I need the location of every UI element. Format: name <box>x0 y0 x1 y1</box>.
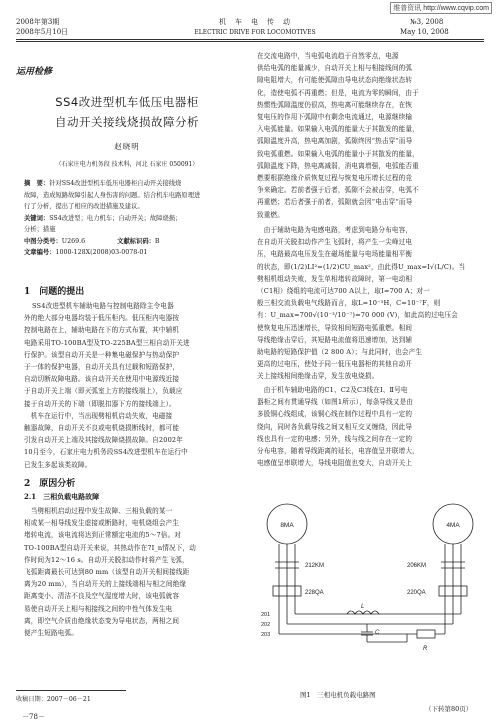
section2-heading: 2 原因分析 <box>24 479 76 489</box>
text-line: 触器故障，自动开关不良或电机烧损断线时，都可能 <box>24 424 180 433</box>
date-left: 2008年5月10日 <box>16 28 69 36</box>
resistor-symbol <box>417 630 435 638</box>
label-212km: 212KM <box>305 563 325 569</box>
section1-body <box>24 300 238 471</box>
section1-heading: 1 问题的提出 <box>24 287 85 297</box>
text-line: 电路采用TO-100BA型及TO-225BA型三相自动开关进 <box>24 338 190 347</box>
text-line: 入电弧能量。如果输入电弧的能量大于其散发的能量， <box>257 125 419 134</box>
text-line: 10月至今，石家庄电力机务段SS4改进型机车在运行中 <box>24 448 188 457</box>
text-line: 易使自动开关上相与相接线之间的中性气体发生电 <box>24 604 173 613</box>
abstract-label: 摘 要： <box>24 180 50 187</box>
label-wire-202: 202 <box>261 622 271 628</box>
text-line: 争来确定。若前者强于后者，弧隙不会被击穿，电弧不 <box>257 186 419 195</box>
text-line: 机车在运行中，当出现劈相机启动失败，电磁接 <box>24 411 173 420</box>
inductor-symbol <box>347 611 379 614</box>
text-line: TO-100BA型自动开关来说，其热动作在7I_n情况下，动 <box>24 543 196 552</box>
text-line: 使恢复电压迅速增长，导致相间短路电弧重燃。相间 <box>257 323 413 332</box>
text-line: 外的绝大部分电器均装于低压柜内。低压柜内电器按 <box>24 314 180 323</box>
text-line: 导线绝缘击穿后，其短路电流值将迅速增加，达到辅 <box>257 335 413 344</box>
label-206km: 206KM <box>407 563 427 569</box>
text-line: 离，即空气介质由绝缘状态变为导电状态，两相之间 <box>24 616 180 625</box>
label-wire-203: 203 <box>261 632 271 638</box>
text-line: 于一体的保护电器，自动开关具有过载和短路保护， <box>24 363 180 372</box>
label-4ma: 4MA <box>446 522 460 529</box>
text-line: 当劈相机启动过程中发生故障、三相负载的某一 <box>24 507 173 515</box>
doc-code-label: 文献标识码： <box>117 237 155 245</box>
label-228qa: 228QA <box>305 590 324 596</box>
text-line: 飞弧距离最长可达到80 mm（该型自动开关相间接线距 <box>24 568 190 577</box>
text-line: （C1相）绕组的电流可达700 A以上，取I=700 A；对一 <box>257 287 430 296</box>
text-line: 劈相机组动失败，发生单相堵转故障时，第一电动相 <box>257 274 413 283</box>
issue-right: №3, 2008 <box>410 18 444 26</box>
text-line: 在交流电路中，当电弧电流趋于自然零点，电源 <box>257 52 399 60</box>
keywords-line: SS4改进型；电力机车；自动开关；故障烧损； <box>49 214 182 222</box>
issue-left: 2008年第3期 <box>16 18 60 26</box>
text-line: 弧隙温度下降，热电离减弱，消电离增强，电弧能否重 <box>257 161 419 170</box>
clc-value: U269.6 <box>61 237 86 245</box>
text-line: 供给电弧的能量减少，自动开关上相与相接线间的弧 <box>257 64 413 73</box>
right-body-part2 <box>257 224 483 383</box>
text-line: SS4改进型机车辅助电路与控制电路除主令电器 <box>32 302 174 310</box>
article-no-value: 1000-128X(2008)03-0078-01 <box>55 249 148 256</box>
text-line: 燃要根据绝缘介质恢复过程与恢复电压增长过程的竞 <box>257 174 413 183</box>
article-title-line1: SS4改进型机车低压电器柜 <box>55 95 199 109</box>
text-line: 便产生短路电弧。 <box>24 629 78 638</box>
text-line: 距离变小、清洁不良及空气湿度增大时，该电弧就容 <box>24 592 180 601</box>
text-line: 压，电路最高电压发生在磁场能量与电场能量相平衡 <box>257 250 413 259</box>
text-line: 多股铜心线组成，该铜心线在制作过程中具有一定的 <box>257 410 413 419</box>
abstract <box>24 178 238 259</box>
right-body-part1 <box>257 50 483 221</box>
page-number: －78－ <box>22 713 45 721</box>
footnote-rule <box>16 690 126 691</box>
text-line: 相或某一相导线发生虚接或断路时，电机烧组会产生 <box>24 519 180 528</box>
date-right: May 10, 2008 <box>400 28 449 36</box>
circuit-diagram <box>257 474 485 674</box>
right-body-part3 <box>257 384 483 469</box>
text-line: 行保护。该型自动开关是一种集电磁保护与热动保护 <box>24 350 180 359</box>
text-line: 器柜之间有贯通导线（如图1所示），每条导线又是由 <box>257 398 414 407</box>
section2-body <box>24 505 238 639</box>
text-line: 隙电阻增大，有可能使弧隙由导电状态向绝缘状态转 <box>257 76 413 85</box>
abstract-line: 故障，造成短路故障引起人身伤害的问题。结合机车电路原理进 <box>24 191 201 199</box>
author: 赵晓明 <box>114 142 140 151</box>
keywords-line: 分析；措施 <box>24 226 56 233</box>
header-rule-thin <box>16 41 484 42</box>
clc-label: 中图分类号： <box>24 237 62 245</box>
text-line: 助电路的短路保护值（2 800 A）；与此同时，也会产生 <box>257 348 423 357</box>
text-line: 离为20 mm），当自动开关的上接线端相与相之间绝缘 <box>24 580 187 589</box>
text-line: 接于自动开关的下端（即脱扣器下方的接线端上）。 <box>24 399 176 408</box>
text-line: 由于机车辅助电路的C1、C2及C3线在Ⅰ、Ⅱ号电 <box>257 386 408 394</box>
received-date: 收稿日期：2007－06－21 <box>16 696 91 703</box>
text-line: 的状态，即(1/2)LI²=(1/2)CU_max²，由此得U_max=I√(L/C)。当 <box>257 262 466 271</box>
label-resistor: R <box>423 646 428 652</box>
article-no-label: 文章编号： <box>24 249 56 256</box>
text-line: 般三相交流负载电气线路而言，取L=10⁻³H，C=10⁻⁷F，则 <box>257 299 441 308</box>
text-line: 致电弧重燃。如果输入电弧的能量小于其散发的能量， <box>257 149 419 158</box>
abstract-line: 行了分析，提出了相应的改进措施及建议。 <box>24 203 144 210</box>
text-line: 于自动开关上端（即灭弧室上方的接线端上），负载应 <box>24 387 183 396</box>
text-line: 在自动开关脱扣动作产生飞弧时，将产生一尖峰过电 <box>257 238 413 247</box>
label-8ma: 8MA <box>280 522 294 529</box>
text-line: 已发生多起该类故障。 <box>24 460 92 469</box>
text-line: 绕向，同时各负载导线之间又相互交叉缠绕，因此导 <box>257 422 413 431</box>
watermark: 维普资讯 http://www.cqvip.com <box>390 2 492 14</box>
text-line: 堵转电流，该电流将达到正常额定电流的5～7倍。对 <box>24 531 182 540</box>
article-title-line2: 自动开关接线烧损故障分析 <box>55 115 199 129</box>
continued-note: （下转第80页） <box>425 705 473 713</box>
text-line: 引发自动开关上端及其接线故障烧损故障。自2002年 <box>24 436 183 445</box>
keywords-label: 关键词： <box>24 214 50 222</box>
figure-caption: 图1 三相电机负载电路图 <box>300 691 376 699</box>
text-line: 分布电容，随着导线距离的延长，电容值呈并联增大， <box>257 447 419 456</box>
abstract-line: 针对SS4改进型机车低压电器柜自动开关接线烧 <box>49 180 182 187</box>
text-line: 弧隙温度升高，热电离加剧，弧隙终因“热击穿”而导 <box>257 137 413 146</box>
text-line: 再重燃；若后者强于前者，弧隙就会因“电击穿”而导 <box>257 198 413 207</box>
section-tag: 运用检修 <box>16 67 53 77</box>
text-line: 致重燃。 <box>257 210 284 219</box>
journal-title-cn: 机 车 电 传 动 <box>219 18 291 26</box>
text-line: 更高的过电压，使处于同一低压电器柜的其他自动开 <box>257 360 413 369</box>
section2-subheading: 2.1 三相负载电路故障 <box>24 492 100 501</box>
text-line: 热惯性弧隙温度仍很高，热电离可能继续存在，在恢 <box>257 100 413 109</box>
text-line: 线也具有一定的电感；另外，线与线之间存在一定的 <box>257 434 413 443</box>
label-inductor: L <box>361 604 365 610</box>
journal-title-en: ELECTRIC DRIVE FOR LOCOMOTIVES <box>194 29 316 36</box>
text-line: 复电压的作用下弧隙中有剩余电流通过，电源继续输 <box>257 113 413 122</box>
label-capacitor: C <box>375 630 380 636</box>
text-line: 作时间为12～16 s。自动开关脱扣动作时将产生飞弧， <box>24 555 189 564</box>
text-line: 由于辅助电路为电感电路，考虑到电路分布电容， <box>257 226 413 234</box>
text-line: 控制电路在上，辅助电路在下的方式布置，其中辅机 <box>24 326 180 335</box>
affiliation: （石家庄电力机务段 技术科，河北 石家庄 050091） <box>55 161 199 168</box>
text-line: 有：U_max=700√(10⁻³/10⁻⁷)=70 000 (V)，如此高的过电压会 <box>257 311 459 320</box>
text-line: 化，造使电弧不再重燃；但是，电流为零的瞬间，由于 <box>257 88 419 97</box>
label-wire-201: 201 <box>261 612 271 618</box>
text-line: 关上接线相间绝缘击穿，发生放电烧损。 <box>257 372 379 381</box>
header-rule <box>16 39 484 40</box>
label-220qa: 220QA <box>407 590 426 596</box>
text-line: 电感值呈串联增大，导线电阻值也变大，自动开关上 <box>257 459 413 468</box>
text-line: 自动切断故障电路。该自动开关在使用中电源线近接 <box>24 375 180 384</box>
doc-code-value: B <box>154 237 160 245</box>
